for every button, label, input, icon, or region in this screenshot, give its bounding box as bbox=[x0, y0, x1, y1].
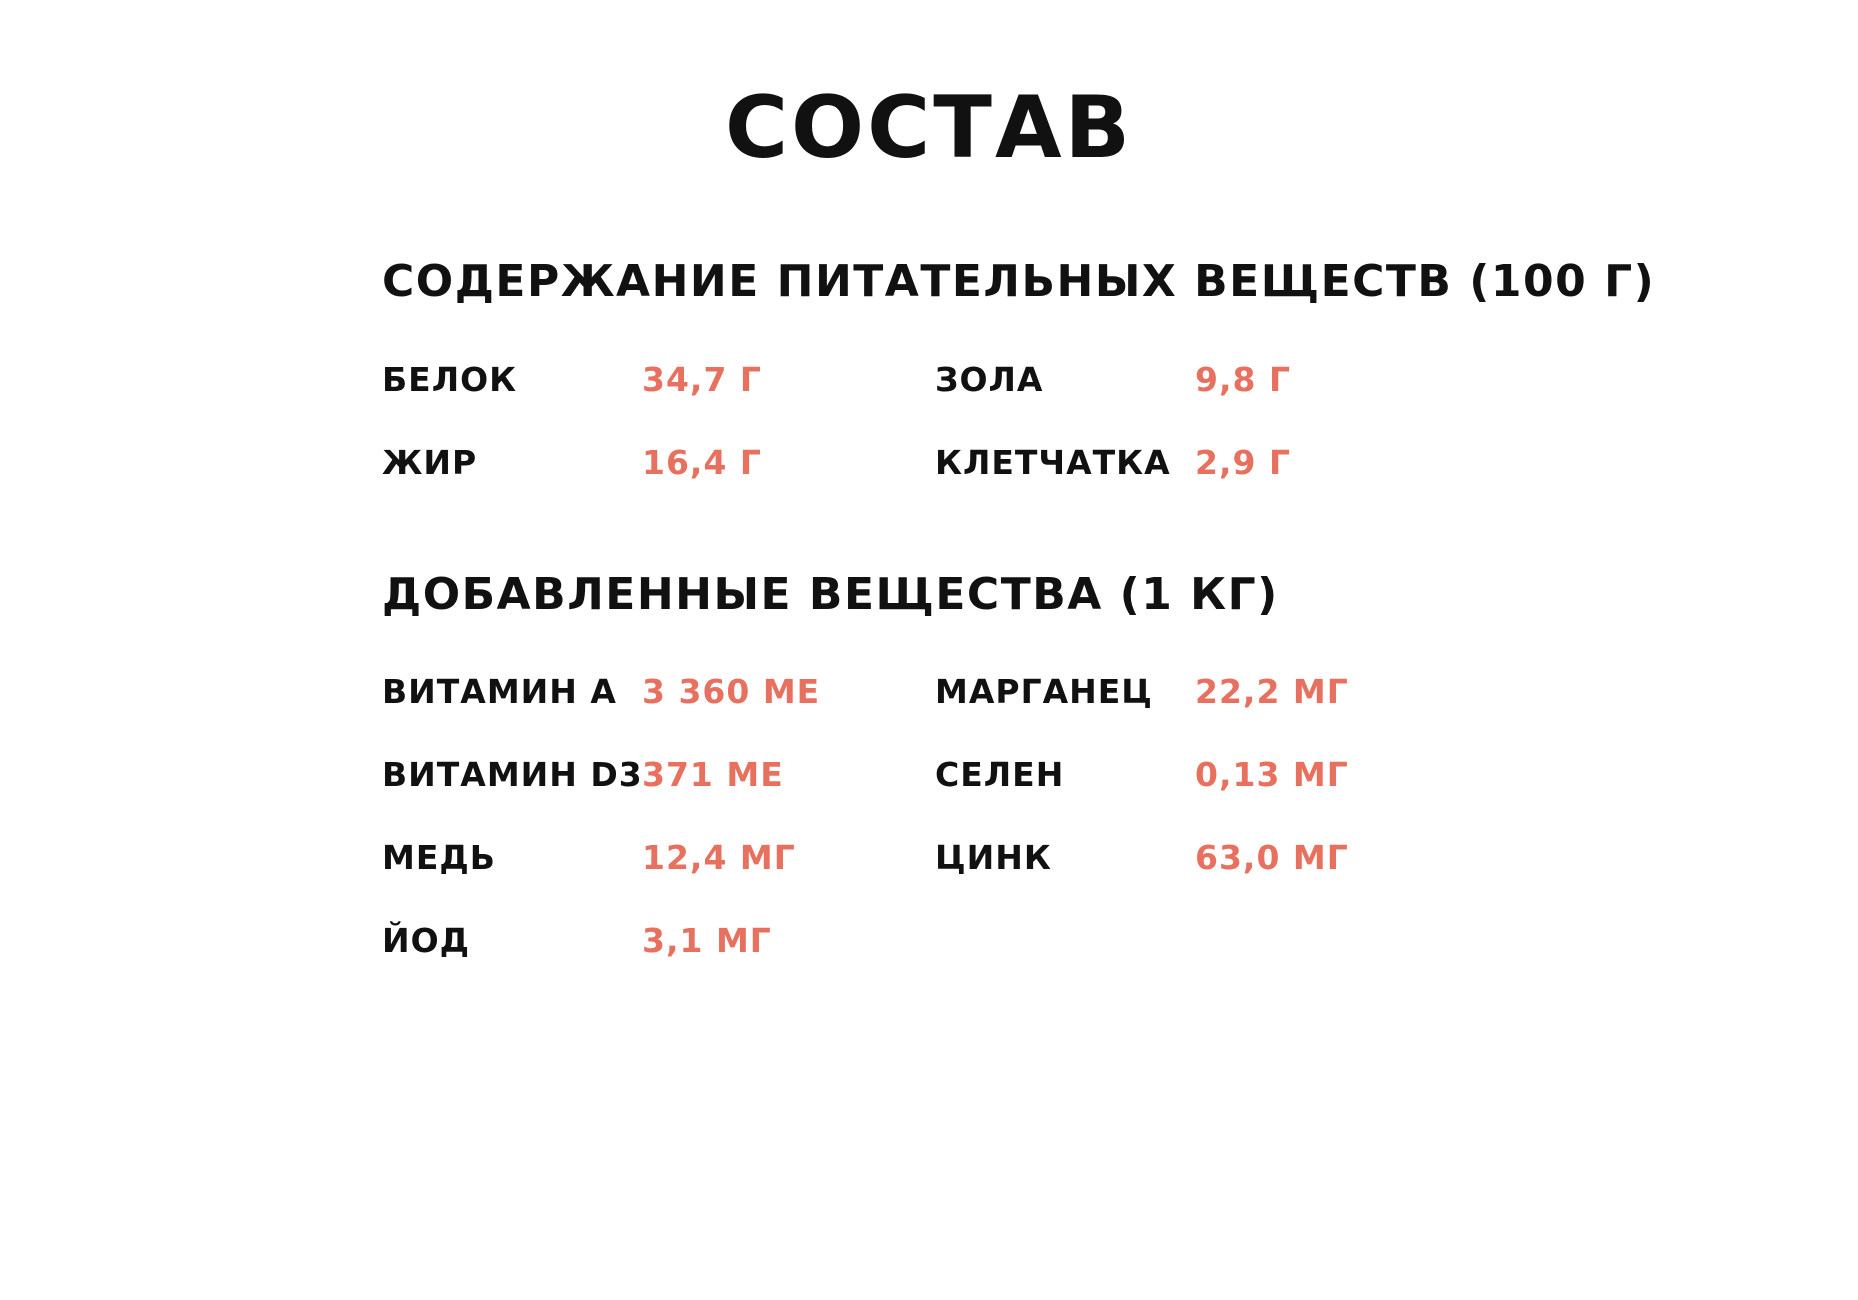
additive-value-vitamin-d3: 371 МЕ bbox=[642, 755, 784, 794]
additive-label-copper: МЕДЬ bbox=[382, 838, 496, 877]
additive-label-selenium: СЕЛЕН bbox=[935, 755, 1065, 794]
additive-label-vitamin-d3: ВИТАМИН D3 bbox=[382, 755, 643, 794]
additive-label-iodine: ЙОД bbox=[382, 921, 471, 960]
page-title: СОСТАВ bbox=[724, 78, 1134, 178]
nutrient-label-fat: ЖИР bbox=[382, 443, 478, 482]
additive-value-selenium: 0,13 МГ bbox=[1195, 755, 1349, 794]
nutrient-value-fat: 16,4 Г bbox=[642, 443, 762, 482]
nutrient-value-ash: 9,8 Г bbox=[1195, 360, 1291, 399]
additives-heading: ДОБАВЛЕННЫЕ ВЕЩЕСТВА (1 КГ) bbox=[382, 569, 1279, 620]
nutrient-label-ash: ЗОЛА bbox=[935, 360, 1044, 399]
nutrients-heading: СОДЕРЖАНИЕ ПИТАТЕЛЬНЫХ ВЕЩЕСТВ (100 Г) bbox=[382, 256, 1656, 307]
additive-value-copper: 12,4 МГ bbox=[642, 838, 796, 877]
nutrient-label-protein: БЕЛОК bbox=[382, 360, 518, 399]
additive-value-vitamin-a: 3 360 МЕ bbox=[642, 672, 821, 711]
additive-value-manganese: 22,2 МГ bbox=[1195, 672, 1349, 711]
nutrient-value-protein: 34,7 Г bbox=[642, 360, 762, 399]
nutrient-label-fiber: КЛЕТЧАТКА bbox=[935, 443, 1171, 482]
additive-label-zinc: ЦИНК bbox=[935, 838, 1052, 877]
additive-label-vitamin-a: ВИТАМИН А bbox=[382, 672, 617, 711]
additive-value-zinc: 63,0 МГ bbox=[1195, 838, 1349, 877]
additive-value-iodine: 3,1 МГ bbox=[642, 921, 772, 960]
nutrient-value-fiber: 2,9 Г bbox=[1195, 443, 1291, 482]
additive-label-manganese: МАРГАНЕЦ bbox=[935, 672, 1153, 711]
